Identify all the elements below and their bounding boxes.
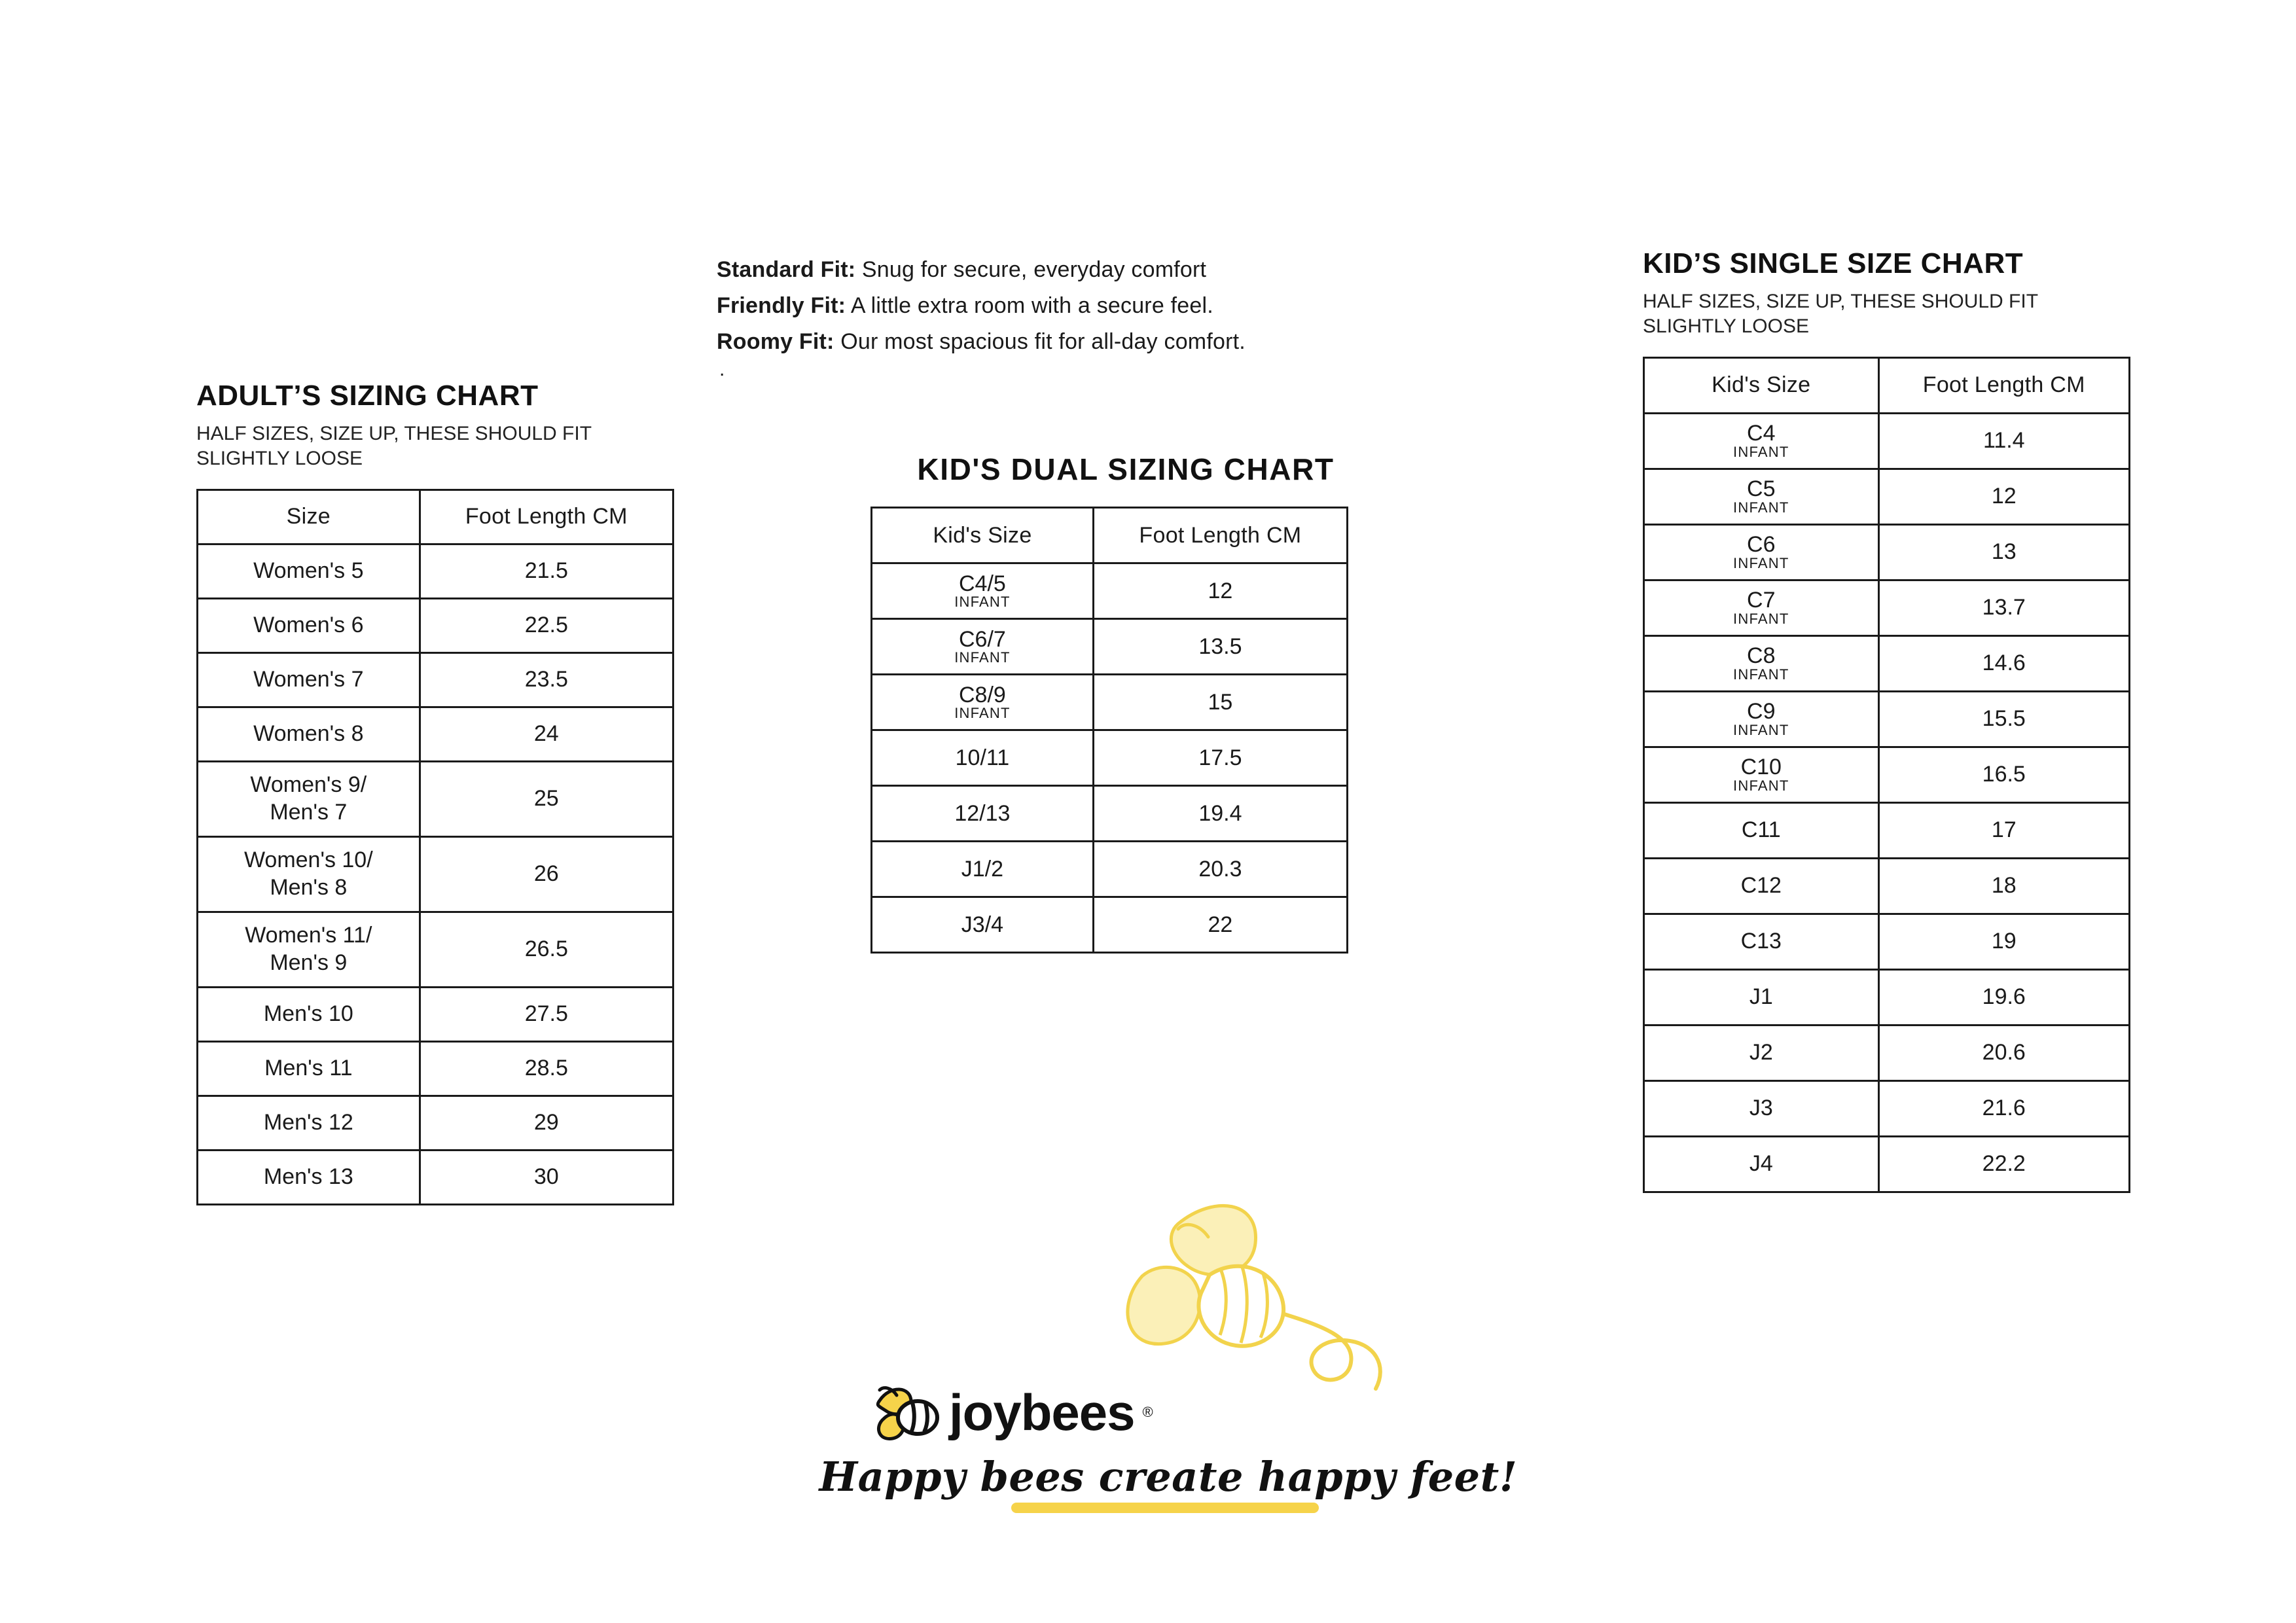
bee-logo-icon [870,1381,942,1444]
adults-cell-size [198,761,420,836]
fit-note-standard [717,252,1633,288]
adults-cell-size-line2: Men's 8 [270,874,348,900]
table-row [198,761,673,836]
table-row [1644,914,2130,969]
table-row [198,987,673,1041]
kids-dual-cell-cm: 13.5 [1093,619,1347,675]
kids-single-cell-size: J2 [1644,1025,1879,1080]
kids-dual-header-foot-length: Foot Length CM [1093,508,1347,563]
adults-cell-cm: 24 [420,707,673,761]
kids-single-cell-size-sub: INFANT [1733,666,1789,683]
kids-dual-cell-cm: 17.5 [1093,730,1347,786]
joybees-logo [870,1381,1153,1444]
kids-dual-cell-size-main: C4/5 [959,571,1006,596]
fit-note-roomy-text: Our most spacious fit for all-day comfort. [834,329,1246,355]
kids-single-cell-cm: 14.6 [1878,635,2129,691]
registered-trademark-symbol: ® [1142,1404,1153,1420]
fit-note-standard-label: Standard Fit: [717,257,856,282]
kids-single-cell-size: C12 [1644,858,1879,914]
table-row [1644,858,2130,914]
kids-single-cell-size-sub: INFANT [1733,499,1789,516]
kids-dual-cell-size-sub: INFANT [954,705,1011,722]
kids-single-cell-size-sub: INFANT [1733,777,1789,794]
kids-single-cell-size-main: C5 [1747,476,1776,502]
brand-block [779,1198,1551,1564]
kids-single-cell-size [1644,469,1879,524]
kids-dual-cell-size-sub: INFANT [954,594,1011,611]
adults-cell-size-line2: Men's 9 [270,950,348,975]
kids-dual-cell-size-main: C6/7 [959,626,1006,652]
table-row [198,1096,673,1150]
table-row [198,1041,673,1096]
kids-single-header-foot-length: Foot Length CM [1878,357,2129,413]
adults-cell-cm: 23.5 [420,652,673,707]
kids-single-cell-size-sub: INFANT [1733,611,1789,628]
kids-single-cell-size: J1 [1644,969,1879,1025]
kids-single-header-size: Kid's Size [1644,357,1879,413]
fit-note-friendly-text: A little extra room with a secure feel. [846,293,1213,319]
fit-notes-block [717,252,1633,380]
kids-single-cell-size-main: C4 [1747,421,1776,446]
kids-single-cell-cm: 17 [1878,802,2129,858]
table-row [1644,747,2130,802]
tagline-underline-accent [1011,1503,1319,1513]
kids-single-cell-size [1644,747,1879,802]
kids-single-cell-size [1644,691,1879,747]
tagline-text: Happy bees create happy feet! [819,1453,1518,1501]
kids-single-cell-size [1644,413,1879,469]
adults-sizing-chart [196,380,694,1205]
kids-dual-cell-size: 10/11 [872,730,1094,786]
adults-sizing-table [196,489,674,1205]
kids-single-cell-cm: 22.2 [1878,1136,2129,1192]
kids-dual-cell-size: J3/4 [872,897,1094,953]
adults-cell-size: Women's 5 [198,544,420,598]
fit-note-standard-text: Snug for secure, everyday comfort [855,257,1207,282]
kids-single-cell-size: C13 [1644,914,1879,969]
tagline-block [815,1453,1522,1501]
kids-single-cell-size [1644,580,1879,635]
kids-dual-sizing-chart-title: KID'S DUAL SIZING CHART [917,452,1335,486]
kids-single-cell-size-main: C8 [1747,643,1776,669]
table-row [872,786,1348,842]
table-row [198,652,673,707]
kids-dual-sizing-table [870,507,1348,954]
table-row [872,897,1348,953]
table-row [198,912,673,987]
kids-single-cell-cm: 11.4 [1878,413,2129,469]
adults-cell-size: Men's 12 [198,1096,420,1150]
kids-single-cell-size [1644,524,1879,580]
kids-single-size-table [1643,357,2130,1193]
kids-dual-cell-size: 12/13 [872,786,1094,842]
table-row [1644,802,2130,858]
kids-dual-cell-cm: 20.3 [1093,842,1347,897]
kids-dual-cell-size-main: C8/9 [959,682,1006,707]
table-row [198,1150,673,1204]
adults-cell-cm: 25 [420,761,673,836]
kids-single-cell-size-main: C6 [1747,532,1776,558]
table-header-row [1644,357,2130,413]
joybees-wordmark: joybees [949,1383,1135,1441]
fit-notes-trailing-dot: . [719,359,725,381]
kids-single-cell-cm: 20.6 [1878,1025,2129,1080]
adults-cell-size-line1: Women's 9/ [250,772,367,798]
table-row [198,598,673,652]
adults-cell-cm: 26 [420,836,673,912]
kids-dual-cell-size: J1/2 [872,842,1094,897]
adults-cell-size: Women's 7 [198,652,420,707]
kids-single-cell-size: J4 [1644,1136,1879,1192]
table-row [198,707,673,761]
adults-cell-cm: 27.5 [420,987,673,1041]
kids-single-cell-cm: 19.6 [1878,969,2129,1025]
kids-single-cell-size: J3 [1644,1080,1879,1136]
table-header-row [872,508,1348,563]
table-header-row [198,490,673,544]
kids-dual-cell-cm: 19.4 [1093,786,1347,842]
kids-dual-cell-size-sub: INFANT [954,649,1011,666]
table-row [1644,1025,2130,1080]
table-row [872,619,1348,675]
adults-cell-size-line2: Men's 7 [270,799,348,825]
fit-note-friendly-label: Friendly Fit: [717,293,846,319]
table-row [1644,1080,2130,1136]
fit-note-roomy [717,324,1633,360]
kids-dual-cell-size [872,563,1094,619]
kids-single-cell-cm: 13.7 [1878,580,2129,635]
table-row [1644,469,2130,524]
table-row [1644,635,2130,691]
kids-single-size-chart [1643,247,2140,1193]
adults-sizing-chart-subtitle: HALF SIZES, SIZE UP, THESE SHOULD FIT SLIGHTLY LOOSE [196,423,592,470]
table-row [872,842,1348,897]
kids-dual-cell-cm: 15 [1093,675,1347,730]
kids-single-cell-cm: 16.5 [1878,747,2129,802]
table-row [198,836,673,912]
adults-cell-cm: 29 [420,1096,673,1150]
fit-note-roomy-label: Roomy Fit: [717,329,834,355]
adults-cell-cm: 26.5 [420,912,673,987]
adults-sizing-chart-title: ADULT’S SIZING CHART [196,380,539,412]
kids-single-cell-cm: 19 [1878,914,2129,969]
kids-single-cell-size-sub: INFANT [1733,722,1789,739]
adults-header-size: Size [198,490,420,544]
adults-cell-size: Men's 10 [198,987,420,1041]
adults-cell-size: Women's 8 [198,707,420,761]
kids-single-cell-size-sub: INFANT [1733,444,1789,461]
table-row [872,675,1348,730]
table-row [1644,691,2130,747]
fit-note-friendly [717,288,1633,324]
table-row [1644,1136,2130,1192]
adults-cell-cm: 30 [420,1150,673,1204]
kids-single-size-chart-subtitle: HALF SIZES, SIZE UP, THESE SHOULD FIT SLIGHTLY LOOSE [1643,291,2038,338]
adults-cell-size [198,912,420,987]
adults-cell-size-line1: Women's 11/ [245,923,372,948]
kids-single-cell-size: C11 [1644,802,1879,858]
kids-single-cell-size [1644,635,1879,691]
kids-single-cell-cm: 21.6 [1878,1080,2129,1136]
adults-cell-cm: 28.5 [420,1041,673,1096]
table-row [1644,969,2130,1025]
table-row [872,563,1348,619]
adults-cell-cm: 21.5 [420,544,673,598]
table-row [198,544,673,598]
kids-single-cell-size-main: C7 [1747,588,1776,613]
adults-cell-size: Men's 13 [198,1150,420,1204]
kids-single-cell-cm: 15.5 [1878,691,2129,747]
kids-single-cell-cm: 13 [1878,524,2129,580]
table-row [872,730,1348,786]
kids-dual-header-size: Kid's Size [872,508,1094,563]
adults-cell-size [198,836,420,912]
kids-dual-cell-size [872,619,1094,675]
table-row [1644,580,2130,635]
adults-cell-size-line1: Women's 10/ [243,847,373,873]
kids-single-cell-cm: 18 [1878,858,2129,914]
kids-single-cell-size-sub: INFANT [1733,555,1789,572]
kids-single-cell-size-main: C10 [1740,755,1782,780]
kids-dual-sizing-chart [870,452,1381,954]
kids-dual-cell-cm: 22 [1093,897,1347,953]
adults-header-foot-length: Foot Length CM [420,490,673,544]
table-row [1644,524,2130,580]
kids-dual-cell-cm: 12 [1093,563,1347,619]
kids-single-cell-size-main: C9 [1747,699,1776,724]
adults-cell-size: Men's 11 [198,1041,420,1096]
kids-single-size-chart-title: KID’S SINGLE SIZE CHART [1643,247,2024,279]
adults-cell-size: Women's 6 [198,598,420,652]
kids-dual-cell-size [872,675,1094,730]
adults-cell-cm: 22.5 [420,598,673,652]
kids-single-cell-cm: 12 [1878,469,2129,524]
table-row [1644,413,2130,469]
